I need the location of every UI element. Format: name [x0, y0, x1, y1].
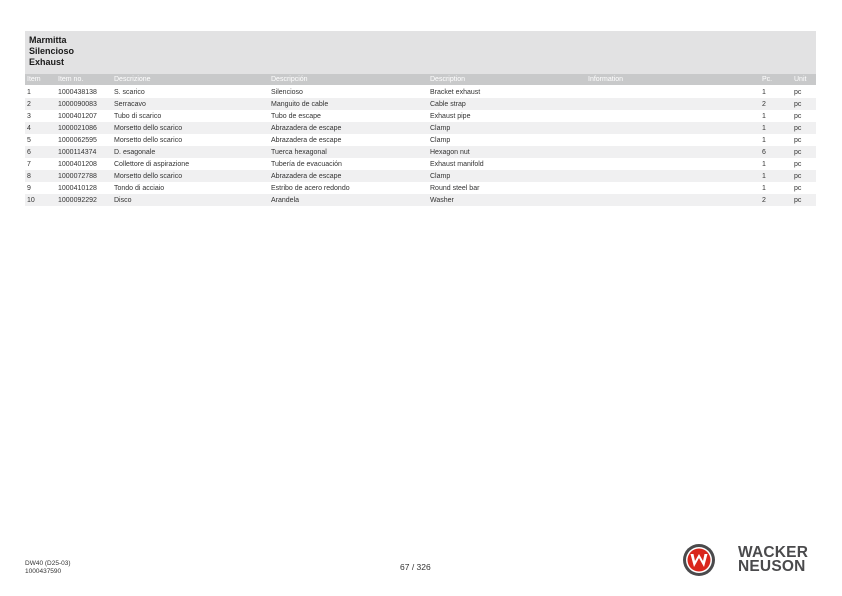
cell-descrizione: Morsetto dello scarico	[114, 173, 183, 180]
header-pc: Pc.	[762, 76, 773, 83]
cell-descripcion: Abrazadera de escape	[271, 125, 342, 132]
cell-item: 4	[27, 125, 31, 132]
cell-unit: pc	[794, 185, 802, 192]
header-description: Description	[430, 76, 466, 83]
parts-table-body	[25, 86, 816, 206]
cell-description: Hexagon nut	[430, 149, 470, 156]
cell-description: Clamp	[430, 137, 451, 144]
footer-model: DW40 (D25-03)	[25, 560, 71, 567]
cell-item: 7	[27, 161, 31, 168]
header-unit: Unit	[794, 76, 807, 83]
cell-item: 8	[27, 173, 31, 180]
wacker-neuson-w-icon	[682, 543, 716, 582]
cell-pc: 1	[762, 137, 766, 144]
table-row	[25, 158, 816, 170]
table-row	[25, 110, 816, 122]
table-row	[25, 170, 816, 182]
header-item-no: Item no.	[58, 76, 84, 83]
cell-pc: 2	[762, 197, 766, 204]
table-row	[25, 146, 816, 158]
cell-item-no: 1000090083	[58, 101, 97, 108]
cell-description: Exhaust manifold	[430, 161, 484, 168]
section-title-block	[25, 31, 816, 74]
cell-pc: 1	[762, 89, 766, 96]
cell-item: 10	[27, 197, 35, 204]
cell-unit: pc	[794, 125, 802, 132]
brand-wordmark	[738, 546, 808, 574]
footer-doc-info	[25, 560, 71, 576]
cell-item: 1	[27, 89, 31, 96]
cell-pc: 1	[762, 113, 766, 120]
brand-line-2: NEUSON	[738, 558, 806, 575]
cell-descripcion: Tubería de evacuación	[271, 161, 342, 168]
cell-descrizione: D. esagonale	[114, 149, 156, 156]
cell-item-no: 1000114374	[58, 149, 97, 156]
table-row	[25, 86, 816, 98]
cell-item-no: 1000410128	[58, 185, 97, 192]
cell-descrizione: Tubo di scarico	[114, 113, 162, 120]
cell-descripcion: Manguito de cable	[271, 101, 329, 108]
cell-item-no: 1000401208	[58, 161, 97, 168]
cell-item: 5	[27, 137, 31, 144]
cell-descrizione: Serracavo	[114, 101, 146, 108]
cell-descrizione: S. scarico	[114, 89, 145, 96]
cell-item: 2	[27, 101, 31, 108]
brand-line-1: WACKER	[738, 544, 809, 561]
cell-description: Round steel bar	[430, 185, 480, 192]
cell-item-no: 1000092292	[58, 197, 97, 204]
cell-unit: pc	[794, 161, 802, 168]
cell-unit: pc	[794, 137, 802, 144]
cell-descrizione: Morsetto dello scarico	[114, 137, 183, 144]
footer-doc-number: 1000437590	[25, 568, 62, 575]
cell-pc: 1	[762, 173, 766, 180]
title-italian: Marmitta	[29, 35, 67, 45]
cell-descripcion: Abrazadera de escape	[271, 173, 342, 180]
title-spanish: Silencioso	[29, 46, 75, 56]
cell-pc: 1	[762, 185, 766, 192]
cell-description: Exhaust pipe	[430, 113, 471, 120]
page-number: 67 / 326	[400, 562, 431, 572]
cell-pc: 1	[762, 161, 766, 168]
cell-item-no: 1000062595	[58, 137, 97, 144]
cell-item-no: 1000072788	[58, 173, 97, 180]
cell-unit: pc	[794, 197, 802, 204]
cell-unit: pc	[794, 149, 802, 156]
cell-descripcion: Tubo de escape	[271, 113, 321, 120]
table-row	[25, 122, 816, 134]
cell-item: 6	[27, 149, 31, 156]
cell-item: 3	[27, 113, 31, 120]
cell-descripcion: Estribo de acero redondo	[271, 185, 350, 192]
cell-descrizione: Tondo di acciaio	[114, 185, 165, 192]
cell-pc: 6	[762, 149, 766, 156]
header-descrizione: Descrizione	[114, 76, 151, 83]
cell-unit: pc	[794, 89, 802, 96]
header-information: Information	[588, 76, 624, 83]
cell-description: Clamp	[430, 173, 451, 180]
cell-item-no: 1000438138	[58, 89, 97, 96]
cell-descripcion: Abrazadera de escape	[271, 137, 342, 144]
cell-unit: pc	[794, 101, 802, 108]
cell-description: Clamp	[430, 125, 451, 132]
cell-unit: pc	[794, 113, 802, 120]
cell-descrizione: Disco	[114, 197, 132, 204]
cell-description: Bracket exhaust	[430, 89, 481, 96]
title-english: Exhaust	[29, 57, 65, 67]
cell-descripcion: Tuerca hexagonal	[271, 149, 327, 156]
cell-item: 9	[27, 185, 31, 192]
cell-unit: pc	[794, 173, 802, 180]
cell-descrizione: Morsetto dello scarico	[114, 125, 183, 132]
cell-pc: 2	[762, 101, 766, 108]
cell-descripcion: Arandela	[271, 197, 300, 204]
cell-item-no: 1000401207	[58, 113, 97, 120]
cell-descrizione: Collettore di aspirazione	[114, 161, 190, 168]
header-item: Item	[27, 76, 41, 83]
table-row	[25, 182, 816, 194]
cell-item-no: 1000021086	[58, 125, 97, 132]
table-row	[25, 134, 816, 146]
table-row	[25, 194, 816, 206]
header-descripcion: Descripción	[271, 76, 308, 83]
cell-descripcion: Silencioso	[271, 89, 303, 96]
cell-description: Washer	[430, 197, 454, 204]
cell-pc: 1	[762, 125, 766, 132]
cell-description: Cable strap	[430, 101, 466, 108]
table-header	[25, 74, 816, 85]
table-row	[25, 98, 816, 110]
